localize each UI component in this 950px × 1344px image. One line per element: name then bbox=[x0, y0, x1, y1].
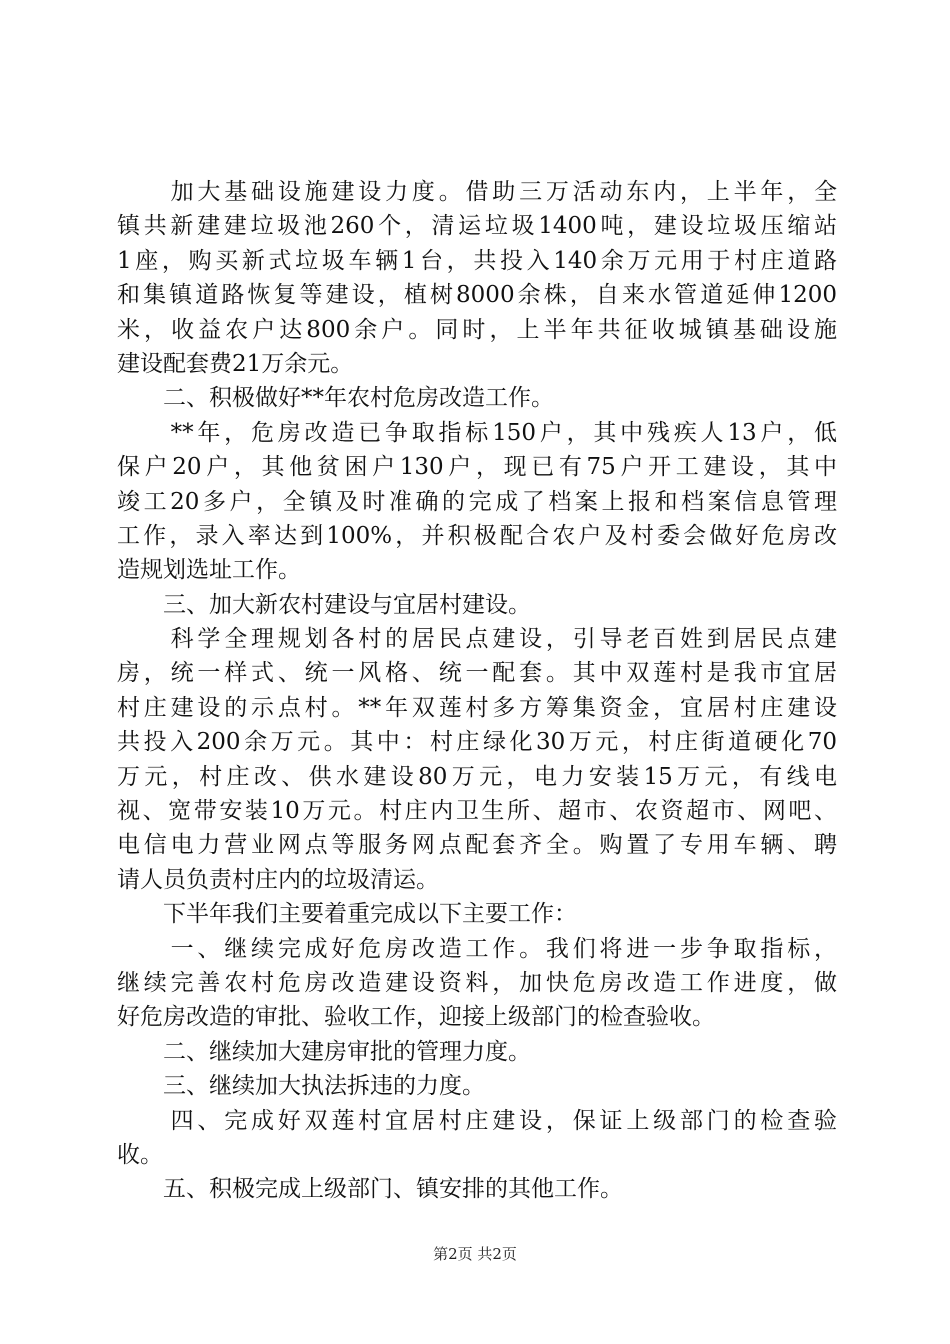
text-line: 万元，村庄改、供水建设80万元，电力安装15万元，有线电 bbox=[117, 763, 837, 790]
text-line: 三、加大新农村建设与宜居村建设。 bbox=[117, 591, 531, 618]
text-line: 五、积极完成上级部门、镇安排的其他工作。 bbox=[117, 1176, 623, 1203]
text-line: 好危房改造的审批、验收工作，迎接上级部门的检查验收。 bbox=[117, 1004, 715, 1031]
text-line: 和集镇道路恢复等建设，植树8000余株，自来水管道延伸1200 bbox=[117, 282, 837, 309]
document-body bbox=[117, 175, 837, 1207]
text-line: 米，收益农户达800余户。同时，上半年共征收城镇基础设施 bbox=[117, 316, 837, 343]
text-line: 四、完成好双莲村宜居村庄建设，保证上级部门的检查验 bbox=[117, 1107, 837, 1134]
text-line: 保户20户，其他贫困户130户，现已有75户开工建设，其中 bbox=[117, 454, 837, 481]
text-line: 科学全理规划各村的居民点建设，引导老百姓到居民点建 bbox=[117, 626, 837, 653]
text-line: 工作，录入率达到100%，并积极配合农户及村委会做好危房改 bbox=[117, 522, 837, 549]
text-line: 一、继续完成好危房改造工作。我们将进一步争取指标， bbox=[117, 935, 837, 962]
text-line: 竣工20多户，全镇及时准确的完成了档案上报和档案信息管理 bbox=[117, 488, 837, 515]
text-line: 1座，购买新式垃圾车辆1台，共投入140余万元用于村庄道路 bbox=[117, 247, 837, 274]
text-line: **年，危房改造已争取指标150户，其中残疾人13户，低 bbox=[117, 419, 837, 446]
text-line: 二、继续加大建房审批的管理力度。 bbox=[117, 1038, 531, 1065]
text-line: 造规划选址工作。 bbox=[117, 557, 301, 584]
text-line: 三、继续加大执法拆违的力度。 bbox=[117, 1073, 485, 1100]
text-line: 电信电力营业网点等服务网点配套齐全。购置了专用车辆、聘 bbox=[117, 832, 837, 859]
text-line: 下半年我们主要着重完成以下主要工作： bbox=[117, 901, 577, 928]
text-line: 村庄建设的示点村。**年双莲村多方筹集资金，宜居村庄建设 bbox=[117, 694, 837, 721]
text-line: 共投入200余万元。其中：村庄绿化30万元，村庄街道硬化70 bbox=[117, 729, 837, 756]
text-line: 镇共新建建垃圾池260个，清运垃圾1400吨，建设垃圾压缩站 bbox=[117, 213, 837, 240]
text-line: 二、积极做好**年农村危房改造工作。 bbox=[117, 385, 554, 412]
text-line: 房，统一样式、统一风格、统一配套。其中双莲村是我市宜居 bbox=[117, 660, 837, 687]
text-line: 请人员负责村庄内的垃圾清运。 bbox=[117, 866, 439, 893]
text-line: 视、宽带安装10万元。村庄内卫生所、超市、农资超市、网吧、 bbox=[117, 798, 837, 825]
text-line: 建设配套费21万余元。 bbox=[117, 350, 354, 377]
text-line: 加大基础设施建设力度。借助三万活动东内，上半年，全 bbox=[117, 179, 837, 205]
text-line: 收。 bbox=[117, 1141, 163, 1168]
text-line: 继续完善农村危房改造建设资料，加快危房改造工作进度，做 bbox=[117, 969, 837, 996]
page-footer: 第2页 共2页 bbox=[433, 1245, 517, 1263]
